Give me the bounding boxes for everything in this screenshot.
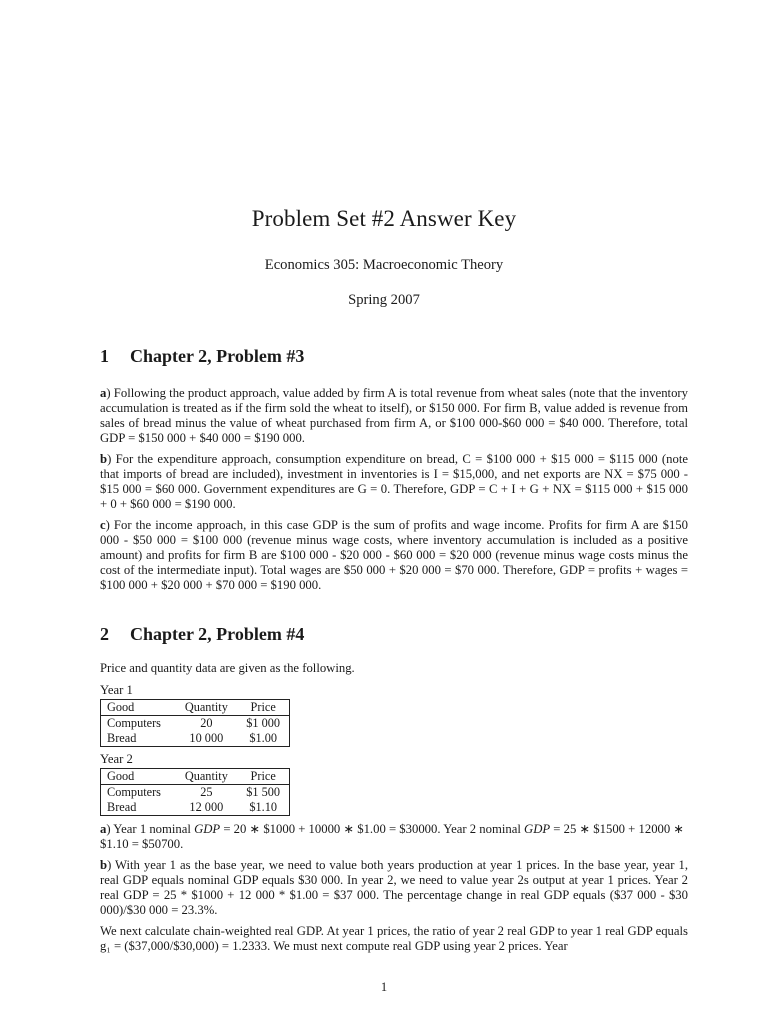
section-1-title: Chapter 2, Problem #3 [130,346,305,366]
part-a-label: a [100,822,107,836]
chain-weighted-paragraph: We next calculate chain-weighted real GDP. At year 1 prices, the ratio of year 2 real GDP to year 1 real GDP equals g₁ = ($37,000/$30,000) = 1.2333. We must next compute real GDP using year 2 prices. Year [100,924,688,953]
course-name: Economics 305: Macroeconomic Theory [264,257,504,273]
table-row [101,716,290,732]
part-a-line-2: $1.10 = $50700. [100,837,184,851]
cell-price: $1.00 [249,731,277,745]
part-c-text: ) For the income approach, in this case GDP is the sum of profits and wage income. Profits for firm A are $150 000 - $50 000 = $100 000 (revenue minus wage costs, where inventory accumulation is included as a positive amount) and profits for firm B are $100 000 - $20 000 - $60 000 = $20 000 (revenue minus wage costs minus the cost of the intermediate input). Total wages are $50 000 + $20 000 = $70 000. Therefore, GDP = profits + wages = $100 000 + $20 000 + $70 000 = $190 000. [100,518,688,592]
section-2-part-a [100,822,688,852]
part-b-text: ) With year 1 as the base year, we need to value both years production at year 1 prices. In the base year, year 1, real GDP equals nominal GDP equals $30 000. In year 2, we need to value year 2s output at year 1 prices. Year 2 real GDP = 25 * $1000 + 12 000 * $1.00 = $37 000. The percentage change in real GDP equals ($37 000 - $30 000)/$30 000 = 23.3%. [100,858,688,917]
section-2-number: 2 [100,624,109,644]
header-quantity: Quantity [175,700,237,716]
part-a-label: a [100,386,107,400]
table-header-row [101,769,290,785]
cell-good: Computers [107,785,161,799]
part-b-label: b [100,452,108,466]
section-1-number: 1 [100,346,109,366]
header-price: Price [237,769,289,785]
table-row [101,800,290,816]
section-2-heading [100,624,304,645]
cell-quantity: 20 [200,716,213,730]
header-good: Good [101,769,176,785]
cell-quantity: 10 000 [189,731,224,745]
section-1-part-c [100,518,688,593]
section-2-part-b [100,858,688,918]
cell-good: Bread [107,731,137,745]
gdp-symbol: GDP [524,822,551,836]
section-2-intro: Price and quantity data are given as the following. [100,661,355,675]
cell-good: Computers [107,716,161,730]
year-1-table [100,699,290,747]
part-a-text: ) Following the product approach, value added by firm A is total revenue from wheat sales (note that the inventory accumulation is treated as if the firm sold the wheat to itself), or $150 000. For firm B, value added is revenue from sales of bread minus the value of wheat purchased from firm A, or $100 000-$60 000 = $40 000. Therefore, total GDP = $150 000 + $40 000 = $190 000. [100,386,688,445]
part-a-text-pre: ) Year 1 nominal [106,822,195,836]
header-quantity: Quantity [175,769,237,785]
part-a-text-mid: = 20 ∗ $1000 + 10000 ∗ $1.00 = $30000. Year 2 nominal [220,822,525,836]
header-price: Price [237,700,289,716]
page-number: 1 [380,980,388,994]
table-header-row [101,700,290,716]
cell-quantity: 12 000 [189,800,224,814]
term-date: Spring 2007 [348,292,420,308]
part-b-label: b [100,858,108,872]
section-2-title: Chapter 2, Problem #4 [130,624,305,644]
section-1-part-b [100,452,688,512]
cell-price: $1 500 [246,785,281,799]
cell-quantity: 25 [200,785,213,799]
gdp-symbol: GDP [194,822,221,836]
cell-price: $1 000 [246,716,281,730]
year-2-label: Year 2 [100,752,133,766]
table-row [101,731,290,747]
section-1-heading [100,346,304,367]
table-row [101,785,290,801]
cell-price: $1.10 [249,800,277,814]
part-b-text: ) For the expenditure approach, consumption expenditure on bread, C = $100 000 + $15 000 = $115 000 (note that imports of bread are included), investment in inventories is I = $15,000, and net exports are NX = $75 000 - $15 000 = $60 000. Government expenditures are G = 0. Therefore, GDP = C + I + G + NX = $115 000 + $15 000 + 0 + $60 000 = $190 000. [100,452,688,511]
section-1-part-a [100,386,688,446]
header-good: Good [101,700,176,716]
cell-good: Bread [107,800,137,814]
year-1-label: Year 1 [100,683,133,697]
part-a-text-post: = 25 ∗ $1500 + 12000 ∗ [550,822,685,836]
part-c-label: c [100,518,106,532]
year-2-table [100,768,290,816]
document-title: Problem Set #2 Answer Key [251,206,517,231]
part-a-line-1 [100,822,688,837]
